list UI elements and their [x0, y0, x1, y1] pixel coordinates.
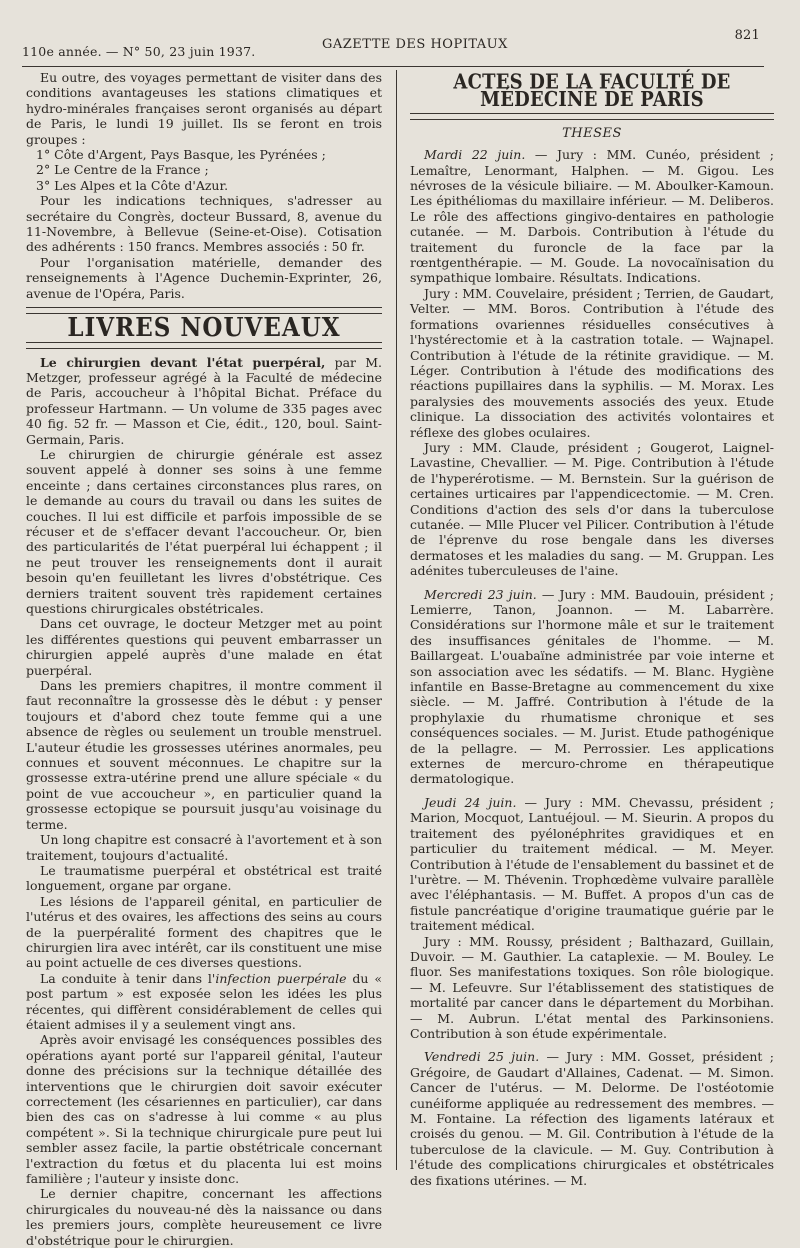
group-item: 3° Les Alpes et la Côte d'Azur.	[36, 177, 229, 193]
page-header	[22, 28, 760, 62]
thesis-text: — Jury : MM. Chevassu, président ; Marion, Mocquot, Lantuéjoul. — M. Sieurin. A propos du traitement des pyélonéphrites gravidiques et en particulier du traitement médical. — M. Meyer. Contribution à l'étude de l'ensablement du bassinet et de l'urètre. — M. Thévenin. Trophœdème vulvaire parallèle avec l'éléphantasis. — M. Buffet. A propos d'un cas de fistule pancréatique d'origine traumatique guérie par le traitement médical.	[410, 794, 775, 934]
column-separator	[396, 70, 397, 1170]
thesis-entry: Jury : MM. Couvelaire, président ; Terrien, de Gaudart, Velter. — MM. Boros. Contribution à l'étude des formations ovariennes résiduelles consécutives à l'hystérectomie et à la castration totale. — Wajnapel. Contribution à l'étude de la rétinite gravidique. — M. Léger. Contribution à l'étude des modifications des réactions pupillaires dans la syphilis. — M. Morax. Les paralysies des mouvements associés des yeux. Etude clinique. La dissociation des activités volontaires et réflexe des globes oculaires.	[410, 285, 774, 440]
thesis-text: — Jury : MM. Baudouin, président ; Lemierre, Tanon, Joannon. — M. Labarrère. Considérations sur l'hormone mâle et sur le traitement des insuffisances génitales de l'homme. — M. Baillargeat. L'ouabaïne administrée par voie interne et son association avec les sédatifs. — M. Blanc. Hygiène infantile en Basse-Bretagne au commencement du xixe siècle. — M. Jaffré. Contribution à l'étude de la prophylaxie du rhumatisme chronique et ses conséquences sociales. — M. Jurist. Etude pathogénique de la pellagre. — M. Perrossier. Les applications externes de mercuro-chrome en thérapeutique dermatologique.	[410, 586, 774, 787]
review-paragraph: Les lésions de l'appareil génital, en particulier de l'utérus et des ovaires, les affections des seins au cours de la puerpéralité forment des chapitres que le chirurgien lira avec intérêt, car ils constituent une mise au point actuelle de ces diverses questions.	[26, 893, 382, 971]
review-paragraph	[26, 971, 382, 1033]
review-text: du « post partum » est exposée selon les idées les plus récentes, qui diffèrent considérablement de celles qui étaient admises il y a seulement vingt ans.	[26, 970, 382, 1032]
review-emphasis: infection puerpérale	[215, 970, 347, 986]
congress-intro: Eu outre, des voyages permettant de visiter dans des conditions avantageuses les stations climatiques et hydro-minérales françaises seront organisés au départ de Paris, le lundi 19 juillet. Ils se feront en trois groupes :	[26, 70, 382, 147]
thesis-entry	[410, 587, 774, 787]
day-label: Mardi 22 juin.	[424, 147, 526, 163]
review-paragraph: Le dernier chapitre, concernant les affections chirurgicales du nouveau-né dès la naissance ou dans les premiers jours, complète heureusement ce livre d'obstétrique pour le chirurgien.	[26, 1186, 382, 1248]
thesis-text: — Jury : MM. Cunéo, président ; Lemaître, Lenormant, Halphen. — M. Gigou. Les névroses de la vésicule biliaire. — M. Aboulker-Kamoun. Les épithéliomas du maxillaire inférieur. — M. Deliberos. Le rôle des affections gingivo-dentaires en pathologie cutanée. — M. Darbois. Contribution à l'étude du traitement du furoncle de la face par la rœntgenthérapie. — M. Goude. La novocaïnisation du sympathique lombaire. Résultats. Indications.	[410, 147, 775, 286]
day-label: Vendredi 25 juin.	[424, 1049, 540, 1065]
section-title-actes: ACTES DE LA FACULTÉ DE MÉDECINE DE PARIS	[453, 70, 731, 113]
review-paragraph: Le chirurgien de chirurgie générale est assez souvent appelé à donner ses soins à une femme enceinte ; dans certaines circonstances plus rares, on le demande au cours du travail ou dans les suites de couches. Il lui est difficile et parfois impossible de se récuser et de s'effacer devant l'accoucheur. Or, bien des particularités de l'état puerpéral lui échappent ; il ne peut trouver les renseignements dont il aurait besoin qu'en feuilletant les livres d'obstétrique. Ces derniers traitent souvent très rapidement certaines questions chirurgicales obstétricales.	[26, 446, 382, 616]
left-column	[26, 70, 382, 1248]
review-paragraph: Un long chapitre est consacré à l'avortement et à son traitement, toujours d'actualité.	[26, 832, 382, 863]
issue-info: 110e année. — N° 50, 23 juin 1937.	[22, 44, 256, 59]
thesis-entry: Jury : MM. Claude, président ; Gougerot, Laignel-Lavastine, Chevallier. — M. Pige. Contribution à l'étude de l'hyperérotisme. — M. Bernstein. Sur la guérison de certaines urticaires par l'appendicectomie. — M. Cren. Conditions d'action des sels d'or dans la tuberculose cutanée. — Mlle Plucer vel Pilicer. Contribution à l'étude de l'éprenve du rose bengale dans les diverses dermatoses et les maladies du sang. — M. Gruppan. Les adénites tuberculeuses de l'aine.	[410, 439, 774, 579]
thesis-entry	[410, 1049, 774, 1188]
group-item: 2° Le Centre de la France ;	[36, 162, 209, 178]
header-rule	[22, 66, 764, 67]
review-paragraph: Dans cet ouvrage, le docteur Metzger met au point les différentes questions qui peuvent embarrasser un chirurgien appelé auprès d'une malade en état puerpéral.	[26, 616, 382, 678]
thesis-entry	[410, 795, 774, 934]
congress-info: Pour l'organisation matérielle, demander des renseignements à l'Agence Duchemin-Exprinter, 26, avenue de l'Opéra, Paris.	[26, 254, 382, 301]
review-paragraph: Le traumatisme puerpéral et obstétrical est traité longuement, organe par organe.	[26, 862, 382, 894]
book-details: par M. Metzger, professeur agrégé à la Faculté de médecine de Paris, accoucheur à l'hôpital Bichat. Préface du professeur Hartmann. — Un volume de 335 pages avec 40 fig. 52 fr. — Masson et Cie, édit., 120, boul. Saint-Germain, Paris.	[26, 354, 382, 447]
day-label: Mercredi 23 juin.	[424, 586, 537, 602]
thesis-text: — Jury : MM. Gosset, président ; Grégoire, de Gaudart d'Allaines, Cadenat. — M. Simon. Cancer de l'utérus. — M. Delorme. De l'ostéotomie cunéiforme appliquée au redressement des membres. — M. Fontaine. La réfection des ligaments latéraux et croisés du genou. — M. Gil. Contribution à l'étude de la tuberculose de la clavicule. — M. Guy. Contribution à l'étude des complications chirurgicales et obstétricales des fixations utérines. — M.	[410, 1049, 774, 1188]
page-number: 821	[734, 28, 760, 43]
review-paragraph: Dans les premiers chapitres, il montre comment il faut reconnaître la grossesse dès le début : y penser toujours et d'abord chez toute femme qui a une absence de règles ou seulement un trouble menstruel. L'auteur étudie les grossesses utérines anormales, peu connues et souvent méconnues. Le chapitre sur la grossesse extra-utérine prend une allure spéciale « du point de vue accoucheur », en particulier quand la grossesse ectopique se poursuit jusqu'au voisinage du terme.	[26, 678, 382, 832]
review-paragraph: Après avoir envisagé les conséquences possibles des opérations ayant porté sur l'appareil génital, l'auteur donne des précisions sur la technique détaillée des interventions que le chirurgien doit savoir exécuter correctement (les césariennes en particulier), car dans bien des cas on s'adresse à lui comme « au plus compétent ». Si la technique chirurgicale pure peut lui sembler assez facile, la partie obstétricale concernant l'extraction du fœtus et du placenta lui est moins familière ; l'auteur y insiste donc.	[26, 1032, 382, 1187]
journal-title: GAZETTE DES HOPITAUX	[322, 37, 508, 52]
review-text: La conduite à tenir dans l'	[40, 970, 216, 986]
thesis-entry: Jury : MM. Roussy, président ; Balthazard, Guillain, Duvoir. — M. Gauthier. La cataplexie. — M. Bouley. Le fluor. Ses manifestations toxiques. Son rôle biologique. — M. Lefeuvre. Sur l'établissement des statistiques de mortalité par cancer dans le département du Morbihan. — M. Aubrun. L'état mental des Parkinsoniens. Contribution à son étude expérimentale.	[410, 933, 774, 1041]
section-rule	[410, 113, 774, 120]
right-column	[410, 70, 774, 1188]
theses-subheading: THESES	[562, 125, 622, 141]
group-item: 1° Côte d'Argent, Pays Basque, les Pyrénées ;	[36, 147, 326, 163]
book-entry	[26, 355, 382, 447]
thesis-entry	[410, 147, 774, 286]
congress-info: Pour les indications techniques, s'adresser au secrétaire du Congrès, docteur Bussard, 8, avenue du 11-Novembre, à Bellevue (Seine-et-Oise). Cotisation des adhérents : 150 francs. Membres associés : 50 fr.	[26, 193, 382, 255]
day-label: Jeudi 24 juin.	[424, 794, 517, 810]
book-title: Le chirurgien devant l'état puerpéral,	[40, 354, 326, 370]
section-title-livres: LIVRES NOUVEAUX	[67, 312, 341, 344]
